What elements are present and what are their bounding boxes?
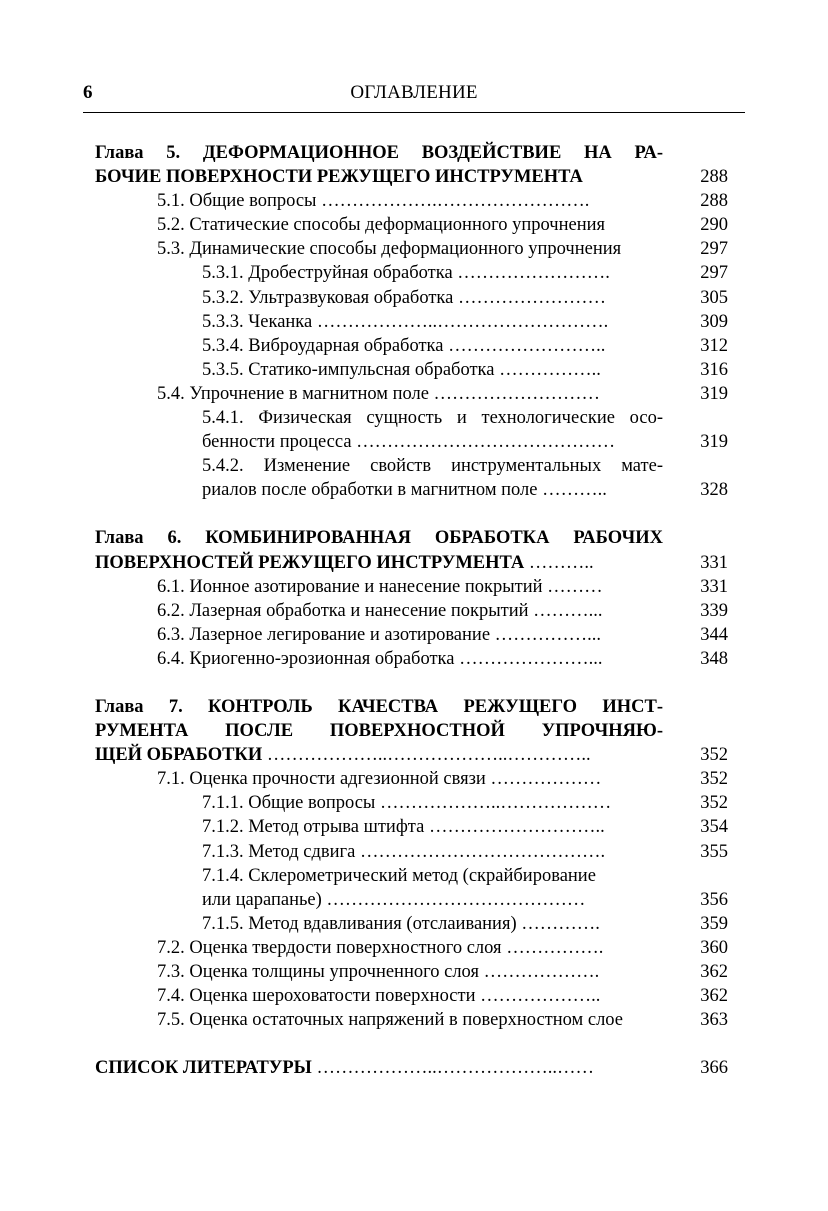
page-ref: 356 — [700, 889, 728, 910]
page-ref: 312 — [700, 335, 728, 356]
toc-entry-5-2: 5.2. Статические способы деформационного упрочнения 290 — [95, 213, 728, 237]
page-ref: 297 — [700, 263, 728, 284]
running-title: ОГЛАВЛЕНИЕ — [350, 82, 478, 103]
toc-entry-6-3: 6.3. Лазерное легирование и азотирование ……………... 344 — [95, 623, 728, 647]
table-of-contents — [95, 141, 728, 1080]
toc-entry-5-3-2: 5.3.2. Ультразвуковая обработка …………………… 305 — [95, 286, 728, 310]
page-ref: 297 — [700, 239, 728, 260]
page-ref: 319 — [700, 383, 728, 404]
page-ref: 328 — [700, 480, 728, 501]
toc-entry-5-3-3: 5.3.3. Чеканка ………………..………………………. 309 — [95, 310, 728, 334]
toc-entry-7-1-3: 7.1.3. Метод сдвига …………………………………. 355 — [95, 840, 728, 864]
toc-entry-7-4: 7.4. Оценка шероховатости поверхности ……………….. 362 — [95, 984, 728, 1008]
toc-entry-7-3: 7.3. Оценка толщины упрочненного слоя ………………. 362 — [95, 960, 728, 984]
page-ref: 331 — [700, 576, 728, 597]
page-ref: 288 — [700, 191, 728, 212]
page-ref: 319 — [700, 432, 728, 453]
chapter-6-title-line-2: ПОВЕРХНОСТЕЙ РЕЖУЩЕГО ИНСТРУМЕНТА ……….. 331 — [95, 551, 728, 575]
page-ref: 339 — [700, 600, 728, 621]
chapter-7-title-line-3: ЩЕЙ ОБРАБОТКИ ………………..………………..………….. 352 — [95, 743, 728, 767]
page-ref: 366 — [700, 1058, 728, 1079]
chapter-5-title-line-1: Глава 5. ДЕФОРМАЦИОННОЕ ВОЗДЕЙСТВИЕ НА РА- — [95, 143, 663, 163]
toc-entry-7-1: 7.1. Оценка прочности адгезионной связи ……………… 352 — [95, 767, 728, 791]
toc-entry-5-4: 5.4. Упрочнение в магнитном поле ……………………… 319 — [95, 382, 728, 406]
chapter-7-title-line-1: Глава 7. КОНТРОЛЬ КАЧЕСТВА РЕЖУЩЕГО ИНСТ- — [95, 696, 663, 717]
toc-entry-5-4-1-line-1: 5.4.1. Физическая сущность и технологические осо- — [202, 408, 663, 429]
toc-entry-7-1-4-line-2: или царапанье) …………………………………… 356 — [95, 888, 728, 912]
bibliography-entry: СПИСОК ЛИТЕРАТУРЫ ………………..………………..…… 366 — [95, 1056, 728, 1080]
toc-entry-6-2: 6.2. Лазерная обработка и нанесение покрытий ………... 339 — [95, 599, 728, 623]
toc-entry-7-1-4-line-1: 7.1.4. Склерометрический метод (скрайбирование — [202, 865, 596, 886]
toc-entry-5-3-4: 5.3.4. Виброударная обработка …………………….. 312 — [95, 334, 728, 358]
chapter-7-title-line-2: РУМЕНТА ПОСЛЕ ПОВЕРХНОСТНОЙ УПРОЧНЯЮ- — [95, 721, 663, 742]
spacer — [95, 502, 728, 526]
toc-entry-5-3: 5.3. Динамические способы деформационного упрочнения 297 — [95, 237, 728, 261]
page-ref: 290 — [700, 215, 728, 236]
page-ref: 352 — [700, 793, 728, 814]
page-ref: 354 — [700, 817, 728, 838]
toc-entry-5-4-2-line-1: 5.4.2. Изменение свойств инструментальных мате- — [202, 456, 663, 477]
toc-entry-5-4-1-line-2: бенности процесса …………………………………… 319 — [95, 430, 728, 454]
toc-entry-5-3-5: 5.3.5. Статико-импульсная обработка …………….. 316 — [95, 358, 728, 382]
header-rule — [83, 112, 745, 113]
page-ref: 309 — [700, 311, 728, 332]
toc-entry-5-1: 5.1. Общие вопросы ……………….……………………. 288 — [95, 189, 728, 213]
page-ref: 348 — [700, 648, 728, 669]
spacer — [95, 1032, 728, 1056]
chapter-5-title-line-2: БОЧИЕ ПОВЕРХНОСТИ РЕЖУЩЕГО ИНСТРУМЕНТА 288 — [95, 165, 728, 189]
chapter-6-title-line-1: Глава 6. КОМБИНИРОВАННАЯ ОБРАБОТКА РАБОЧИХ — [95, 528, 663, 549]
page-ref: 305 — [700, 287, 728, 308]
page-ref: 362 — [700, 986, 728, 1007]
page-ref: 316 — [700, 359, 728, 380]
toc-entry-7-1-5: 7.1.5. Метод вдавливания (отслаивания) …………. 359 — [95, 912, 728, 936]
page-ref: 288 — [700, 167, 728, 188]
page-ref: 362 — [700, 962, 728, 982]
page-number: 6 — [83, 82, 93, 103]
toc-entry-5-4-2-line-2: риалов после обработки в магнитном поле ……….. 328 — [95, 478, 728, 502]
page-header — [83, 80, 745, 110]
toc-entry-5-3-1: 5.3.1. Дробеструйная обработка ……………………. 297 — [95, 261, 728, 285]
toc-entry-7-5: 7.5. Оценка остаточных напряжений в поверхностном слое 363 — [95, 1008, 728, 1032]
toc-entry-7-2: 7.2. Оценка твердости поверхностного слоя ……………. 360 — [95, 936, 728, 960]
toc-entry-7-1-2: 7.1.2. Метод отрыва штифта ……………………….. 354 — [95, 815, 728, 839]
toc-entry-7-1-1: 7.1.1. Общие вопросы ………………..……………… 352 — [95, 791, 728, 815]
page-ref: 360 — [700, 937, 728, 958]
page-ref: 355 — [700, 841, 728, 862]
page-ref: 363 — [700, 1010, 728, 1031]
spacer — [95, 671, 728, 695]
page-ref: 352 — [700, 769, 728, 790]
toc-entry-6-4: 6.4. Криогенно-эрозионная обработка …………………... 348 — [95, 647, 728, 671]
page-ref: 344 — [700, 624, 728, 645]
toc-entry-6-1: 6.1. Ионное азотирование и нанесение покрытий ……… 331 — [95, 575, 728, 599]
page-ref: 359 — [700, 913, 728, 934]
page-ref: 352 — [700, 745, 728, 766]
page-ref: 331 — [700, 552, 728, 573]
